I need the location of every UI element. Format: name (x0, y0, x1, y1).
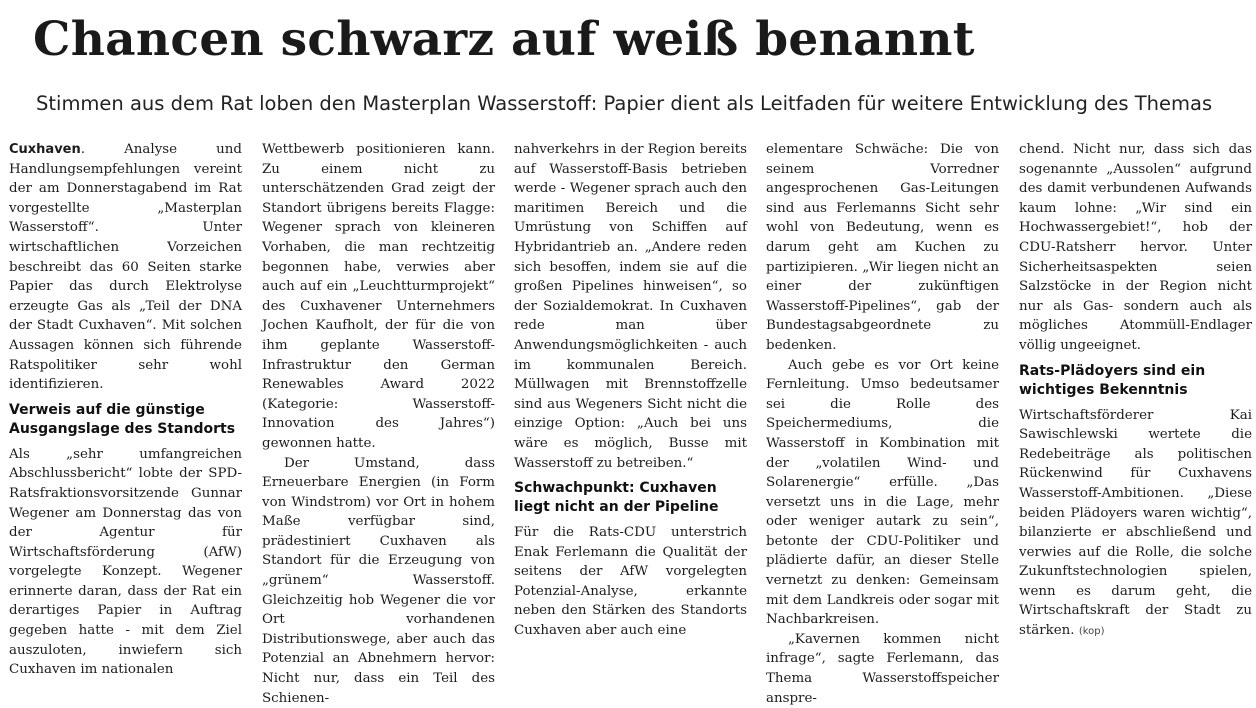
subheading-standort: Verweis auf die günstige Ausgangslage des Standorts (9, 401, 242, 439)
article-column-3 (514, 140, 747, 630)
paragraph-text: . Analyse und Handlungsempfehlungen vereint der am Donnerstagabend im Rat vorgestellte „Masterplan Wasserstoff“. Unter wirtschaftlichen Vorzeichen beschreibt das 60 Seiten starke Papier das durch Elektrolyse erzeugte Gas als „Teil der DNA der Stadt Cuxhaven“. Mit solchen Aussagen können sich führende Ratspolitiker sehr wohl identifizieren. (9, 142, 242, 392)
subheading-bekenntnis: Rats-Plädoyers sind ein wichtiges Bekenntnis (1019, 362, 1252, 400)
article-column-2 (262, 140, 495, 630)
dateline: Cuxhaven (9, 142, 81, 157)
paragraph-text: Wirtschaftsförderer Kai Sawischlewski wertete die Redebeiträge als politischen Rückenwind für Cuxhavens Wasserstoff-Ambitionen. „Diese beiden Plädoyers waren wichtig“, bilanzierte er abschließend und verwies auf die Rolle, die solche Zukunftstechnologien spielen, wenn es darum geht, die Wirtschaftskraft der Stadt zu stärken. (1019, 408, 1252, 639)
headline: Chancen schwarz auf weiß benannt (33, 10, 975, 70)
article-column-5 (1019, 140, 1252, 630)
subheading-pipeline: Schwachpunkt: Cuxhaven liegt nicht an der Pipeline (514, 479, 747, 517)
paragraph (9, 140, 242, 395)
paragraph: chend. Nicht nur, dass sich das sogenannte „Aussolen“ aufgrund des damit verbundenen Aufwands kaum lohne: „Wir sind ein Hochwassergebiet!“, hob der CDU-Ratsherr hervor. Unter Sicherheitsaspekten seien Salzstöcke in der Region nicht nur als Gas- sondern auch als mögliches Atommüll-Endlager völlig ungeeignet. (1019, 140, 1252, 356)
paragraph: Der Umstand, dass Erneuerbare Energien (in Form von Windstrom) vor Ort in hohem Maße verfügbar sind, prädestiniert Cuxhaven als Standort für die Erzeugung von „grünem“ Wasserstoff. Gleichzeitig hob Wegener die vor Ort vorhandenen Distributionswege, aber auch das Potenzial an Abnehmern hervor: Nicht nur, dass ein Teil des Schienen- (262, 454, 495, 708)
paragraph: „Kavernen kommen nicht infrage“, sagte Ferlemann, das Thema Wasserstoffspeicher anspre- (766, 630, 999, 708)
article-column-1 (9, 140, 242, 630)
paragraph: Für die Rats-CDU unterstrich Enak Ferlemann die Qualität der seitens der AfW vorgelegten Potenzial-Analyse, erkannte neben den Stärken des Standorts Cuxhaven aber auch eine (514, 523, 747, 641)
paragraph (1019, 406, 1252, 642)
subheadline: Stimmen aus dem Rat loben den Masterplan Wasserstoff: Papier dient als Leitfaden für weitere Entwicklung des Themas (36, 90, 1212, 118)
paragraph: Als „sehr umfangreichen Abschlussbericht“ lobte der SPD-Ratsfraktionsvorsitzende Gunnar Wegener am Donnerstag das von der Agentur für Wirtschaftsförderung (AfW) vorgelegte Konzept. Wegener erinnerte daran, dass der Rat ein derartiges Papier in Auftrag gegeben hatte - mit dem Ziel auszuloten, inwiefern sich Cuxhaven im nationalen (9, 445, 242, 680)
paragraph: elementare Schwäche: Die von seinem Vorredner angesprochenen Gas-Leitungen sind aus Ferlemanns Sicht sehr wohl von Bedeutung, wenn es darum geht am Kuchen zu partizipieren. „Wir liegen nicht an einer der zukünftigen Wasserstoff-Pipelines“, gab der Bundestagsabgeordnete zu bedenken. (766, 140, 999, 356)
paragraph: Auch gebe es vor Ort keine Fernleitung. Umso bedeutsamer sei die Rolle des Speichermediums, die Wasserstoff in Kombination mit der „volatilen Wind- und Solarenergie“ erfülle. „Das versetzt uns in die Lage, mehr oder weniger autark zu sein“, betonte der CDU-Politiker und plädierte dafür, an dieser Stelle vernetzt zu denken: Gemeinsam mit dem Landkreis oder sogar mit Nachbarkreisen. (766, 356, 999, 630)
article-column-4 (766, 140, 999, 630)
paragraph: Wettbewerb positionieren kann. Zu einem nicht zu unterschätzenden Grad zeigt der Standort übrigens bereits Flagge: Wegener sprach von kleineren Vorhaben, die man rechtzeitig begonnen habe, verwies aber auch auf ein „Leuchtturmprojekt“ des Cuxhavener Unternehmers Jochen Kaufholt, der für die von ihm geplante Wasserstoff-Infrastruktur den German Renewables Award 2022 (Kategorie: Wasserstoff-Innovation des Jahres“) gewonnen hatte. (262, 140, 495, 454)
paragraph: nahverkehrs in der Region bereits auf Wasserstoff-Basis betrieben werde - Wegener sprach auch den maritimen Bereich und die Umrüstung von Schiffen auf Hybridantrieb an. „Andere reden sich besoffen, indem sie auf die großen Pipelines hinweisen“, so der Sozialdemokrat. In Cuxhaven rede man über Anwendungsmöglichkeiten - auch im kommunalen Bereich. Müllwagen mit Brennstoffzelle sind aus Wegeners Sicht nicht die einzige Option: „Auch bei uns wäre es möglich, Busse mit Wasserstoff zu betreiben.“ (514, 140, 747, 473)
author-byline: (kop) (1079, 626, 1105, 637)
